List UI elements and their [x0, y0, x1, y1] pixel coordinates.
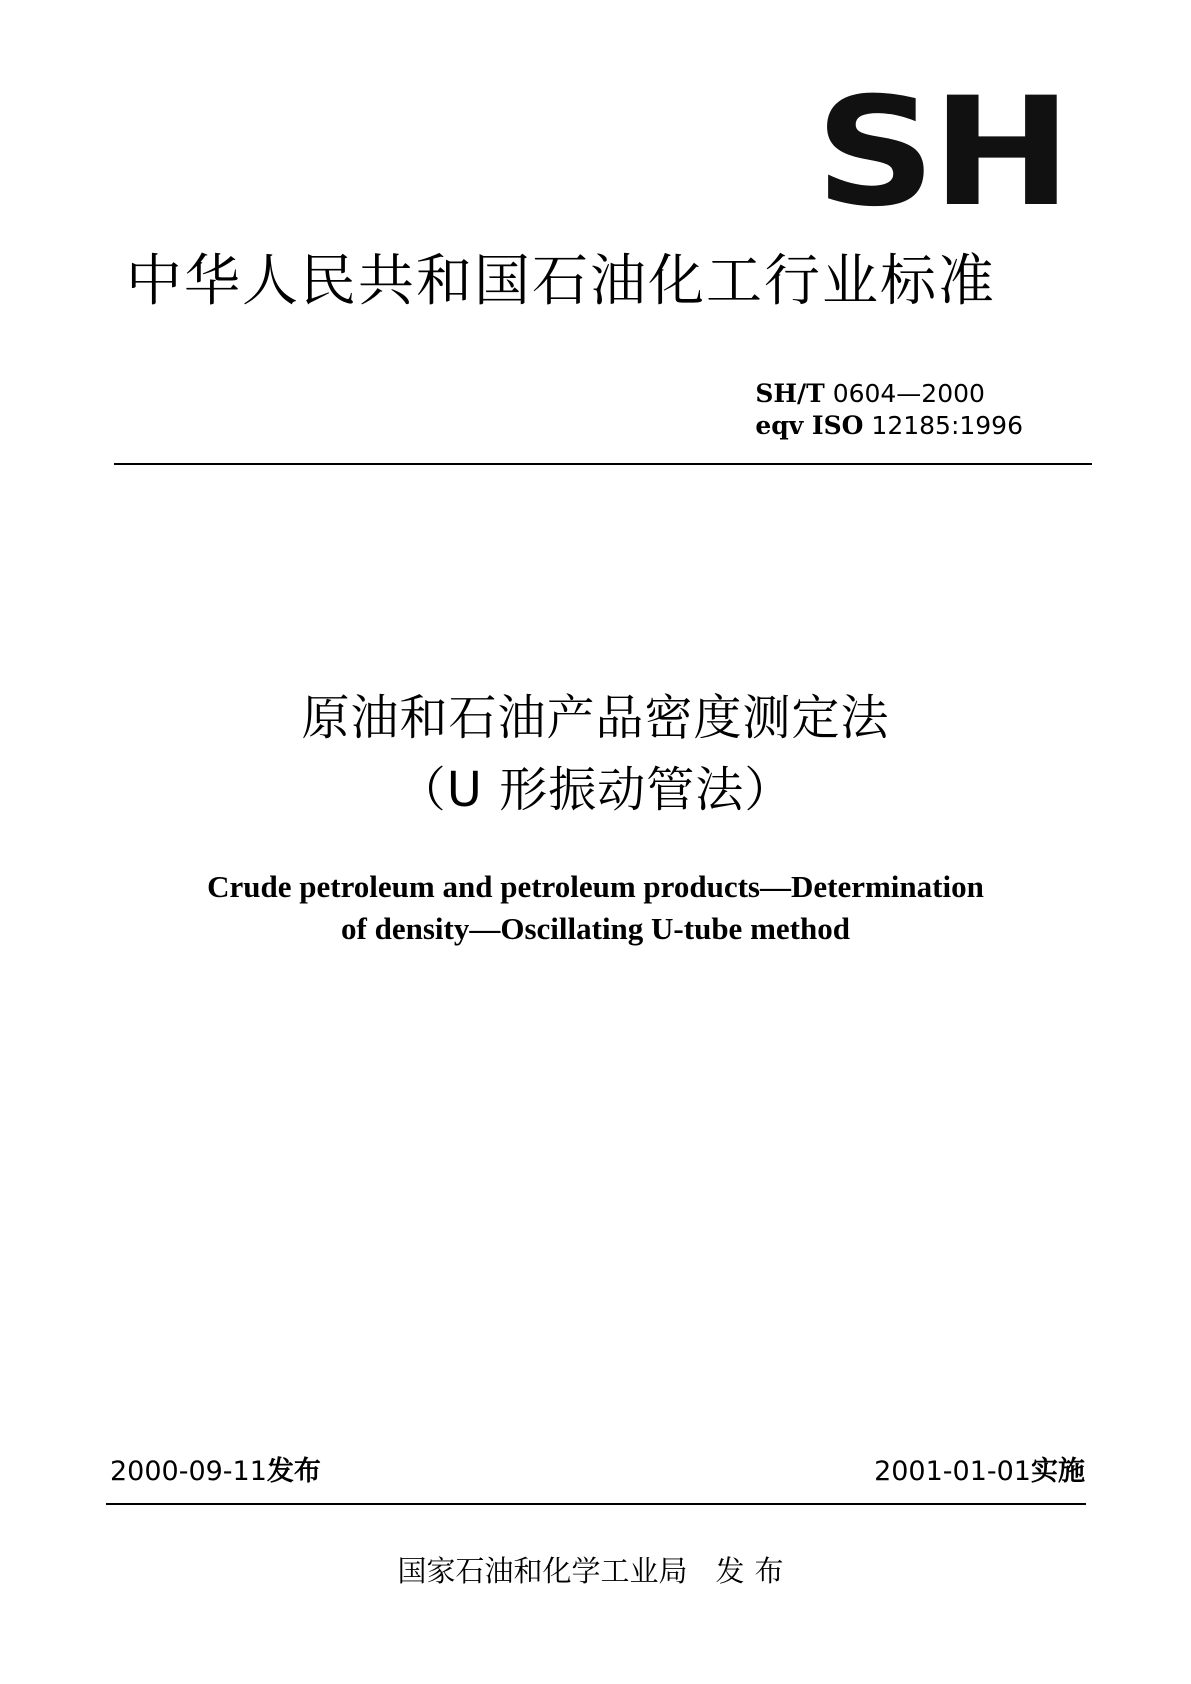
standard-number: 0604—2000	[832, 379, 985, 408]
issue-date	[110, 1454, 321, 1490]
header-divider	[114, 463, 1092, 465]
cn-title-line2: （U 形振动管法）	[397, 762, 794, 818]
publisher-action: 发布	[715, 1554, 794, 1588]
publisher-name: 国家石油和化学工业局	[397, 1554, 688, 1588]
issue-date-label: 发布	[266, 1456, 321, 1487]
implement-date	[874, 1454, 1085, 1490]
equivalence-number: 12185:1996	[871, 411, 1023, 440]
en-title-line1: Crude petroleum and petroleum products—Determination	[207, 869, 984, 904]
implement-date-label: 实施	[1031, 1456, 1085, 1487]
equivalence-prefix: eqv ISO	[755, 411, 864, 440]
equivalence-row	[755, 410, 1023, 442]
publisher-line	[0, 1551, 1191, 1591]
footer-divider	[106, 1503, 1086, 1505]
standard-number-prefix: SH/T	[755, 379, 825, 408]
implement-date-value: 2001-01-01	[874, 1456, 1031, 1487]
issue-date-value: 2000-09-11	[110, 1456, 267, 1487]
standard-codes	[755, 378, 1023, 442]
sh-logo: SH	[815, 66, 1068, 240]
cn-title-line1: 原油和石油产品密度测定法	[301, 690, 890, 746]
en-title-line2: of density—Oscillating U-tube method	[341, 911, 850, 946]
standard-number-row	[755, 378, 1023, 410]
org-title: 中华人民共和国石油化工行业标准	[126, 249, 996, 314]
